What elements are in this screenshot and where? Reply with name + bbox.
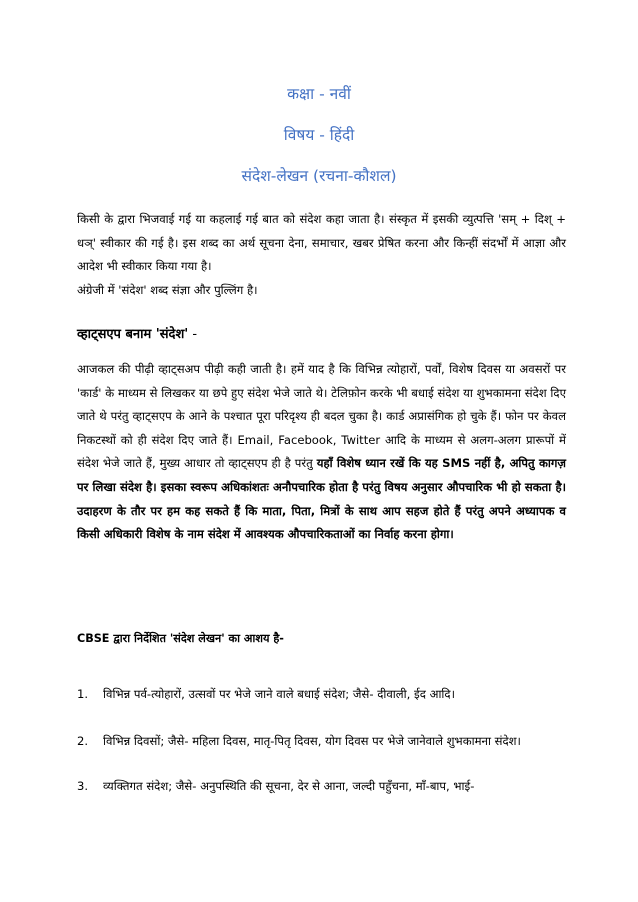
class-title: कक्षा - नवीं: [287, 85, 351, 103]
whatsapp-paragraph-normal: आजकल की पीढ़ी व्हाट्सअप पीढ़ी कही जाती है। हमें याद है कि विभिन्न त्योहारों, पर्वों, विशेष दिवस या अवसरों पर 'कार्ड' के माध्यम से लिखकर या छपे हुए संदेश भेजे जाते थे। टेलिफ़ोन करके भी बधाई संदेश या शुभकामना संदेश दिए जाते थे परंतु व्हाट्सएप के आने के पश्चात पूरा परिदृश्य ही बदल चुका है। कार्ड अप्रासंगिक हो चुके हैं। फोन पर केवल निकटस्थों को ही संदेश दिए जाते हैं। Email, Facebook, Twitter आदि के माध्यम से अलग-अलग प्रारूपों में संदेश भेजे जाते हैं, मुख्य आधार तो व्हाट्सएप ही है परंतु: [77, 362, 566, 471]
whatsapp-heading-suffix: -: [188, 327, 198, 342]
subject-title: विषय - हिंदी: [283, 126, 355, 144]
list-item: [77, 724, 566, 758]
whatsapp-heading-text: व्हाट्सएप बनाम 'संदेश': [77, 327, 189, 342]
list-item-text: व्यक्तिगत संदेश; जैसे- अनुपस्थिति की सूचना, देर से आना, जल्दी पहुँचना, माँ-बाप, भाई-: [103, 778, 475, 793]
list-item: [77, 775, 566, 799]
whatsapp-paragraph: [77, 358, 566, 547]
topic-title: संदेश-लेखन (रचना-कौशल): [241, 167, 397, 185]
cbse-heading: CBSE द्वारा निर्देशित 'संदेश लेखन' का आशय है-: [77, 632, 284, 645]
intro-line-2: अंग्रेजी में 'संदेश' शब्द संज्ञा और पुल्लिंग है।: [77, 282, 258, 297]
whatsapp-section-heading: [77, 326, 197, 344]
list-item-number: 2.: [77, 733, 89, 748]
intro-line-1: किसी के द्वारा भिजवाई गई या कहलाई गई बात को संदेश कहा जाता है। संस्कृत में इसकी व्युत्पत्ति 'सम् + दिश् + धञ्' स्वीकार की गई है। इस शब्द का अर्थ सूचना देना, समाचार, खबर प्रेषित करना और किन्हीं संदर्भों में आज्ञा और आदेश भी स्वीकार किया गया है।: [77, 212, 566, 274]
list-item-text: विभिन्न दिवसों; जैसे- महिला दिवस, मातृ-पितृ दिवस, योग दिवस पर भेजे जानेवाले शुभकामना संदेश।: [103, 733, 521, 748]
list-item-number: 3.: [77, 778, 89, 793]
intro-paragraph: [77, 208, 566, 302]
list-item-text: विभिन्न पर्व-त्योहारों, उत्सवों पर भेजे जाने वाले बधाई संदेश; जैसे- दीवाली, ईद आदि।: [103, 687, 455, 701]
whatsapp-paragraph-bold: यहाँ विशेष ध्यान रखें कि यह SMS नहीं है, अपितु कागज़ पर लिखा संदेश है। इसका स्वरूप अधिकांशतः अनौपचारिक होता है परंतु विषय अनुसार औपचारिक भी हो सकता है। उदाहरण के तौर पर हम कह सकते हैं कि माता, पिता, मित्रों के साथ आप सहज होते हैं परंतु अपने अध्यापक व किसी अधिकारी विशेष के नाम संदेश में आवश्यक औपचारिकताओं का निर्वाह करना होगा।: [77, 456, 566, 542]
list-item: [77, 683, 566, 707]
cbse-list: [77, 683, 566, 815]
list-item-number: 1.: [77, 687, 89, 701]
